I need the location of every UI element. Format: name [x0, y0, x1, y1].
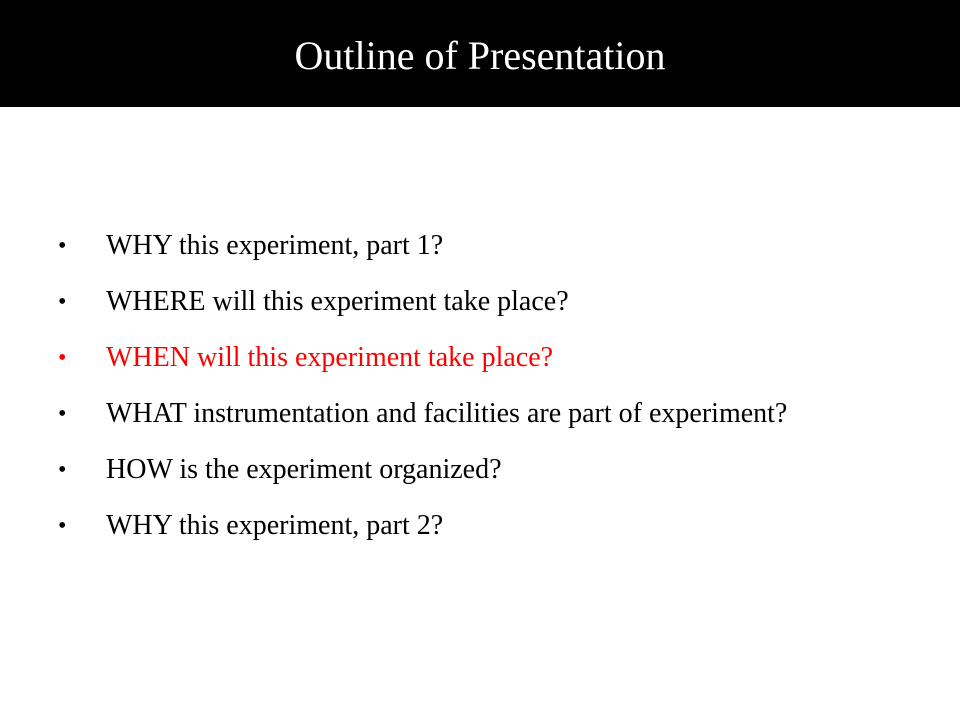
bullet-text: WHAT instrumentation and facilities are part of experiment?	[106, 398, 788, 429]
bullet-item-4	[58, 396, 918, 432]
bullet-icon: •	[58, 233, 67, 259]
bullet-list	[58, 228, 918, 564]
bullet-icon: •	[58, 513, 67, 539]
title-bar	[0, 0, 960, 107]
bullet-text: WHY this experiment, part 1?	[106, 230, 444, 261]
bullet-text: WHY this experiment, part 2?	[106, 510, 444, 541]
bullet-text: WHEN will this experiment take place?	[106, 342, 554, 373]
bullet-icon: •	[58, 345, 67, 371]
bullet-text: WHERE will this experiment take place?	[106, 286, 569, 317]
bullet-item-5	[58, 452, 918, 488]
bullet-icon: •	[58, 401, 67, 427]
bullet-text: HOW is the experiment organized?	[106, 454, 502, 485]
bullet-item-6	[58, 508, 918, 544]
bullet-item-1	[58, 228, 918, 264]
bullet-icon: •	[58, 289, 67, 315]
bullet-icon: •	[58, 457, 67, 483]
bullet-item-2	[58, 284, 918, 320]
bullet-item-3	[58, 340, 918, 376]
slide-title: Outline of Presentation	[294, 33, 666, 78]
